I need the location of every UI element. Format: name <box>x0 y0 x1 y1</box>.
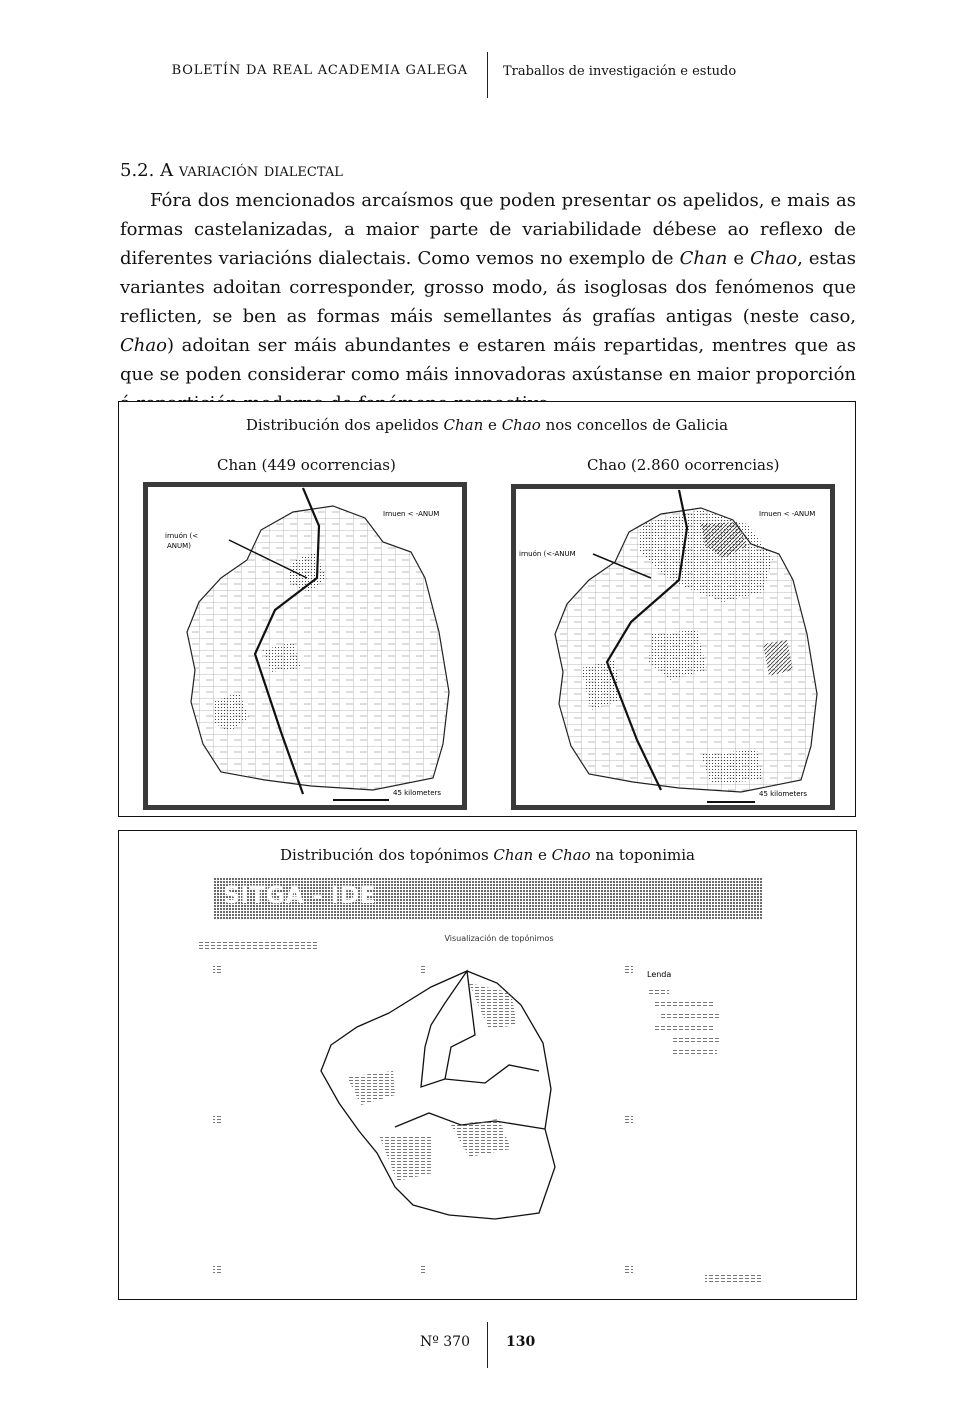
header-divider <box>487 52 488 98</box>
map-chan-label-left-b: ANUM) <box>167 542 191 550</box>
map-chao-shade-south <box>701 750 763 784</box>
legend-row-1 <box>649 989 669 995</box>
cap1-mid: e <box>483 416 502 434</box>
map-chan-label-top: Irnuen < -ANUM <box>383 510 440 518</box>
section-number: 5.2. <box>120 160 155 181</box>
legend-row-2 <box>655 1001 715 1007</box>
footer-divider <box>487 1322 488 1368</box>
map-chan-scale-label: 45 kilometers <box>393 789 442 797</box>
cap2-pre: Distribución dos topónimos <box>280 846 494 864</box>
grid-mark-7 <box>419 1265 427 1273</box>
toponym-subtitle: Visualización de topónimos <box>444 934 554 943</box>
para-text-3: , estas variantes adoitan corresponder, grosso modo, ás isoglosas dos fenómenos que reflicten, se ben as formas máis semellantes ás grafías antigas (neste caso, <box>120 248 856 327</box>
map-chao-scale-label: 45 kilometers <box>759 790 808 798</box>
map-chao-count: (2.860 ocorrencias) <box>630 456 780 474</box>
grid-mark-6 <box>213 1265 221 1273</box>
cap2-post: na toponimia <box>590 846 695 864</box>
legend-title: Lenda <box>647 970 672 979</box>
page-number: 130 <box>506 1334 536 1350</box>
map-chan-title <box>217 456 396 474</box>
grid-mark-4 <box>213 1115 221 1123</box>
para-italic-chao: Chao <box>750 248 798 269</box>
grid-mark-8 <box>625 1265 633 1273</box>
cap2-mid: e <box>533 846 552 864</box>
grid-mark-3 <box>625 965 633 973</box>
legend-row-4 <box>655 1025 715 1031</box>
para-text-1: Fóra dos mencionados arcaísmos que poden presentar os apelidos, e mais as formas castelanizadas, a maior parte de variabilidade débese ao reflexo de diferentes variacións dialectais. Como vemos no exemplo de <box>120 190 856 269</box>
journal-title: BOLETÍN DA REAL ACADEMIA GALEGA <box>171 63 468 78</box>
cap1-italic-chao: Chao <box>501 416 541 434</box>
map-chan-name: Chan <box>217 456 257 474</box>
section-heading <box>120 160 343 181</box>
body-paragraph <box>120 186 856 418</box>
section-name: Traballos de investigación e estudo <box>503 64 737 79</box>
map-chan <box>143 482 467 810</box>
map-chao <box>511 484 835 810</box>
section-title-text: A variación dialectal <box>160 160 343 181</box>
map-chao-name: Chao <box>587 456 627 474</box>
legend-row-3 <box>661 1013 721 1019</box>
grid-mark-5 <box>625 1115 633 1123</box>
para-text-2: e <box>727 248 751 269</box>
grid-mark-2 <box>419 965 427 973</box>
figure-surnames <box>118 401 856 817</box>
grid-mark-1 <box>213 965 221 973</box>
para-italic-chao-2: Chao <box>120 335 167 356</box>
figure-toponyms-caption <box>119 846 856 864</box>
figure-toponyms <box>118 830 857 1300</box>
toolbar-strip <box>199 941 319 949</box>
cap2-italic-chan: Chan <box>493 846 534 864</box>
map-chan-count: (449 ocorrencias) <box>261 456 396 474</box>
figure-surnames-caption <box>119 416 855 434</box>
map-chao-title <box>587 456 780 474</box>
map-chao-label-top: Irnuen < -ANUM <box>759 510 816 518</box>
cap1-post: nos concellos de Galicia <box>540 416 729 434</box>
issue-number: Nº 370 <box>419 1334 470 1350</box>
toponym-map <box>199 875 799 1287</box>
map-chao-label-left: irnuón (<-ANUM <box>519 550 576 558</box>
map-chan-label-left-a: irnuón (< <box>165 532 199 540</box>
cap1-pre: Distribución dos apelidos <box>245 416 444 434</box>
sitga-banner-text: SITGA - IDE <box>223 881 376 909</box>
cap1-italic-chan: Chan <box>443 416 484 434</box>
para-text-4: ) adoitan ser máis abundantes e estaren máis repartidas, mentres que as que se poden considerar como máis innovadoras axústanse en maior proporción <box>120 335 856 385</box>
cap2-italic-chao: Chao <box>551 846 591 864</box>
para-italic-chan: Chan <box>679 248 728 269</box>
legend-row-5 <box>671 1037 721 1043</box>
scale-strip <box>705 1275 763 1283</box>
legend-row-6 <box>671 1049 717 1055</box>
